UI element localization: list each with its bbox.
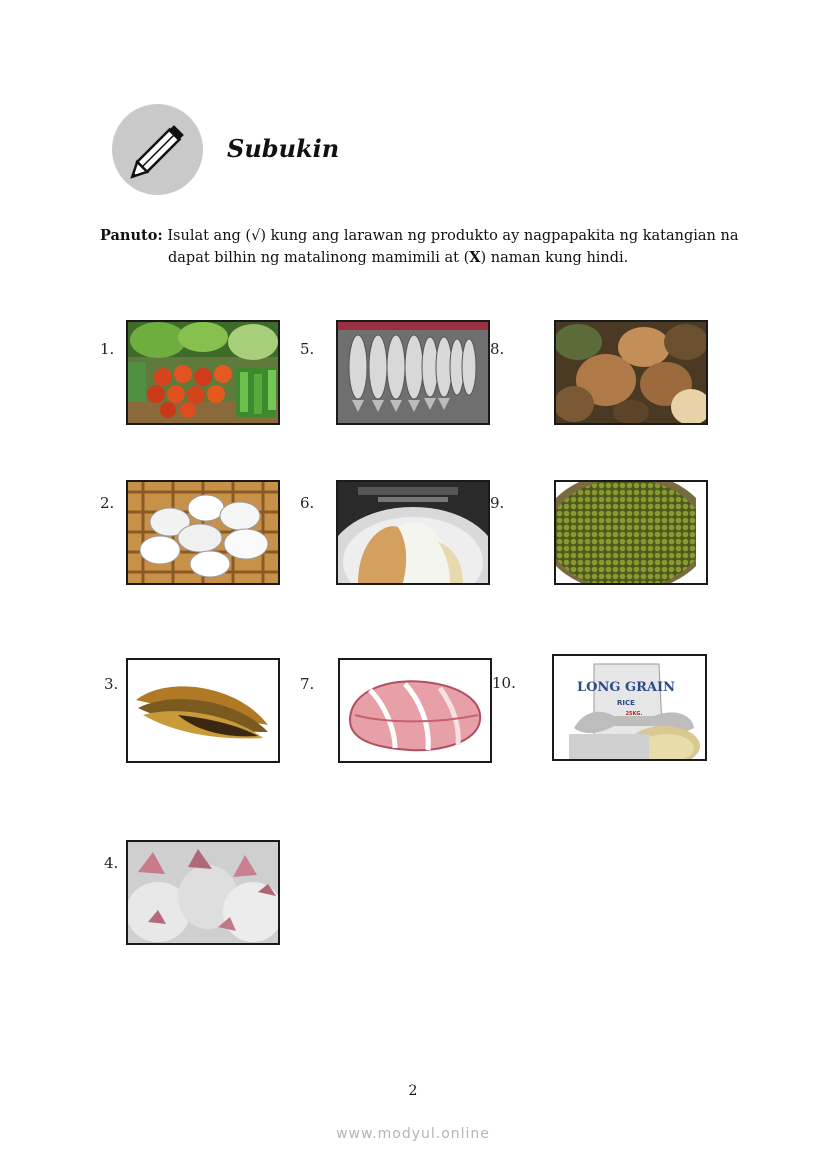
- eggs-image: [126, 480, 280, 585]
- watermark: www.modyul.online: [336, 1126, 490, 1142]
- instructions-text-1: Isulat ang (√) kung ang larawan ng produkto ay nagpapakita ng katangian na: [162, 228, 739, 244]
- page-number: 2: [408, 1083, 418, 1099]
- item-number-6: 6.: [300, 494, 315, 512]
- x-mark: X: [469, 249, 481, 266]
- bananas-image: [126, 658, 280, 763]
- instructions-label: Panuto:: [100, 227, 163, 244]
- dried-fish-image: [336, 320, 490, 425]
- item-number-9: 9.: [490, 494, 505, 512]
- potatoes-image: [554, 320, 708, 425]
- chicken-image: [126, 840, 280, 945]
- pencil-icon: [112, 104, 203, 195]
- instructions-text-3: ) naman kung hindi.: [480, 250, 629, 266]
- section-title: Subukin: [227, 134, 340, 163]
- instructions: [100, 225, 765, 269]
- pork-meat-image: [338, 658, 492, 763]
- item-number-10: 10.: [492, 674, 516, 692]
- rice-label-line2: RICE: [617, 699, 635, 707]
- item-number-1: 1.: [100, 340, 115, 358]
- item-number-2: 2.: [100, 494, 115, 512]
- item-number-4: 4.: [104, 854, 119, 872]
- rice-sack-image: [552, 654, 707, 761]
- cooked-dish-image: [336, 480, 490, 585]
- rice-label-line1: LONG GRAIN: [577, 680, 675, 695]
- item-number-5: 5.: [300, 340, 315, 358]
- vegetables-image: [126, 320, 280, 425]
- rice-label-line3: 25KG.: [625, 711, 643, 717]
- item-number-3: 3.: [104, 675, 119, 693]
- item-number-7: 7.: [300, 675, 315, 693]
- mung-beans-image: [554, 480, 708, 585]
- instructions-text-2: dapat bilhin ng matalinong mamimili at (: [168, 250, 470, 266]
- item-number-8: 8.: [490, 340, 505, 358]
